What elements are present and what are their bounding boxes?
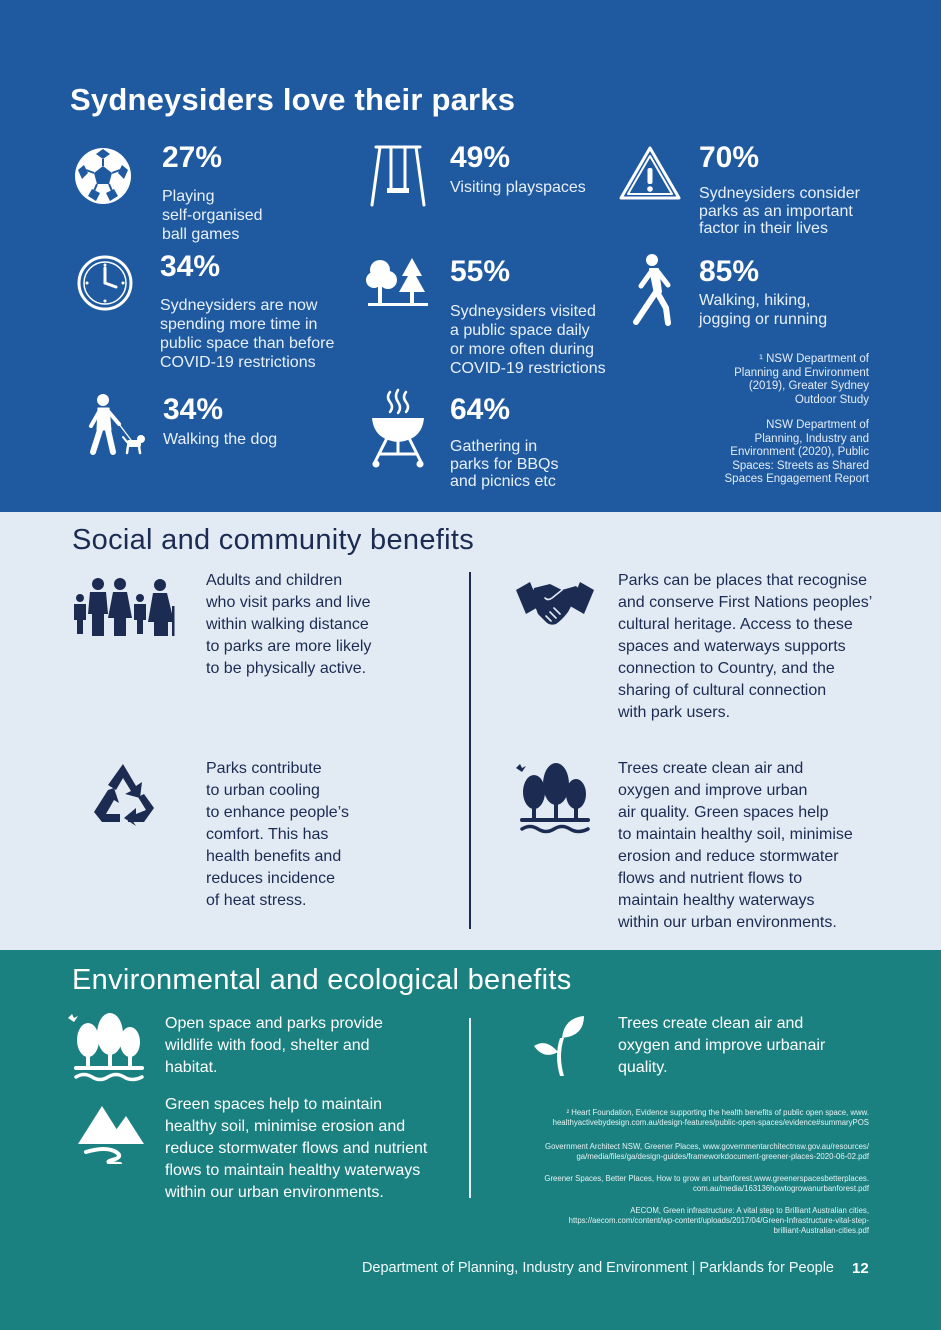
warning-triangle-icon: [617, 144, 683, 204]
stat-percent: 70%: [699, 141, 760, 174]
reference-note: AECOM, Green infrastructure: A vital step to Brilliant Australian cities, https://aecom.com/content/wp-content/uploads/2017/04/Green-Infrastructure-vital-step- brilliant-Australian-cities.pdf: [568, 1206, 869, 1235]
stat-percent: 85%: [699, 255, 760, 288]
section-title: Sydneysiders love their parks: [70, 82, 516, 117]
soccer-ball-icon: [73, 146, 133, 206]
environmental-benefits-section: [0, 950, 941, 1330]
benefit-text: Parks can be places that recognise and conserve First Nations peoples’ cultural heritage. Access to these spaces and waterways supports connection to Country, and the sharing of cultural connection with park users.: [618, 572, 873, 721]
source-note: ¹ NSW Department of Planning and Environment (2019), Greater Sydney Outdoor Study: [734, 353, 869, 406]
mountains-icon: [76, 1102, 146, 1164]
reference-note: ² Heart Foundation, Evidence supporting the health benefits of public open space, www. healthyactivebydesign.com.au/design-features/public-open-spaces/evidence#summaryPOS: [552, 1108, 869, 1127]
dog-walker-icon: [83, 392, 147, 456]
parks-stats-section: [0, 0, 941, 512]
stat-text: Sydneysiders consider parks as an important factor in their lives: [699, 185, 860, 237]
family-icon: [70, 576, 178, 638]
stat-text: Sydneysiders visited a public space daily or more often during COVID-19 restrictions: [450, 303, 606, 377]
benefit-text: Trees create clean air and oxygen and improve urban air quality. Green spaces help to maintain healthy soil, minimise erosion and reduce stormwater flows and nutrient flows to maintain healthy waterways within our urban environments.: [618, 760, 853, 931]
social-benefits-section: [0, 512, 941, 950]
reference-note: Government Architect NSW, Greener Places, www.governmentarchitectnsw.gov.au/resources/ ga/media/files/ga/design-guides/frameworkdocument-greener-places-2020-06-02.pdf: [545, 1142, 869, 1161]
leaf-sprout-icon: [532, 1014, 588, 1078]
stat-percent: 64%: [450, 393, 511, 426]
stat-text: Walking, hiking, jogging or running: [699, 292, 828, 328]
stat-text: Gathering in parks for BBQs and picnics etc: [450, 438, 559, 490]
stat-percent: 34%: [160, 250, 221, 283]
page-number: 12: [852, 1260, 869, 1277]
stat-percent: 49%: [450, 141, 511, 174]
trees-icon: [366, 254, 430, 310]
stat-percent: 55%: [450, 255, 511, 288]
stat-text: Playing self-organised ball games: [162, 188, 263, 243]
handshake-icon: [516, 576, 594, 628]
swing-icon: [370, 143, 426, 207]
stat-text: Sydneysiders are now spending more time in public space than before COVID-19 restrictions: [160, 297, 335, 371]
trees-water-icon: [66, 1012, 146, 1084]
benefit-text: Open space and parks provide wildlife with food, shelter and habitat.: [165, 1015, 383, 1076]
walking-person-icon: [628, 252, 674, 328]
benefit-text: Parks contribute to urban cooling to enhance people’s comfort. This has health benefits and reduces incidence of heat stress.: [206, 760, 349, 909]
source-note: NSW Department of Planning, Industry and Environment (2020), Public Spaces: Streets as Shared Spaces Engagement Report: [724, 419, 869, 485]
benefit-text: Green spaces help to maintain healthy soil, minimise erosion and reduce stormwater flows and nutrient flows to maintain healthy waterways within our urban environments.: [165, 1096, 428, 1201]
benefit-text: Trees create clean air and oxygen and improve urbanair quality.: [618, 1015, 826, 1076]
column-divider: [469, 572, 471, 929]
recycle-icon: [88, 760, 158, 826]
bbq-icon: [368, 388, 428, 468]
benefit-text: Adults and children who visit parks and live within walking distance to parks are more likely to be physically active.: [206, 572, 372, 677]
column-divider: [469, 1018, 471, 1198]
clock-icon: [76, 254, 134, 312]
footer-text: Department of Planning, Industry and Environment | Parklands for People: [361, 1260, 834, 1276]
stat-text: Walking the dog: [163, 431, 278, 448]
stat-percent: 34%: [163, 393, 224, 426]
stat-percent: 27%: [162, 141, 223, 174]
reference-note: Greener Spaces, Better Places, How to grow an urbanforest,www.greenerspacesbetterplaces. com.au/media/163136howtogrowanurbanforest.pdf: [544, 1174, 869, 1193]
section-title: Environmental and ecological benefits: [72, 964, 572, 996]
trees-water-icon: [514, 762, 594, 836]
section-title: Social and community benefits: [72, 524, 475, 556]
stat-text: Visiting playspaces: [450, 179, 586, 196]
